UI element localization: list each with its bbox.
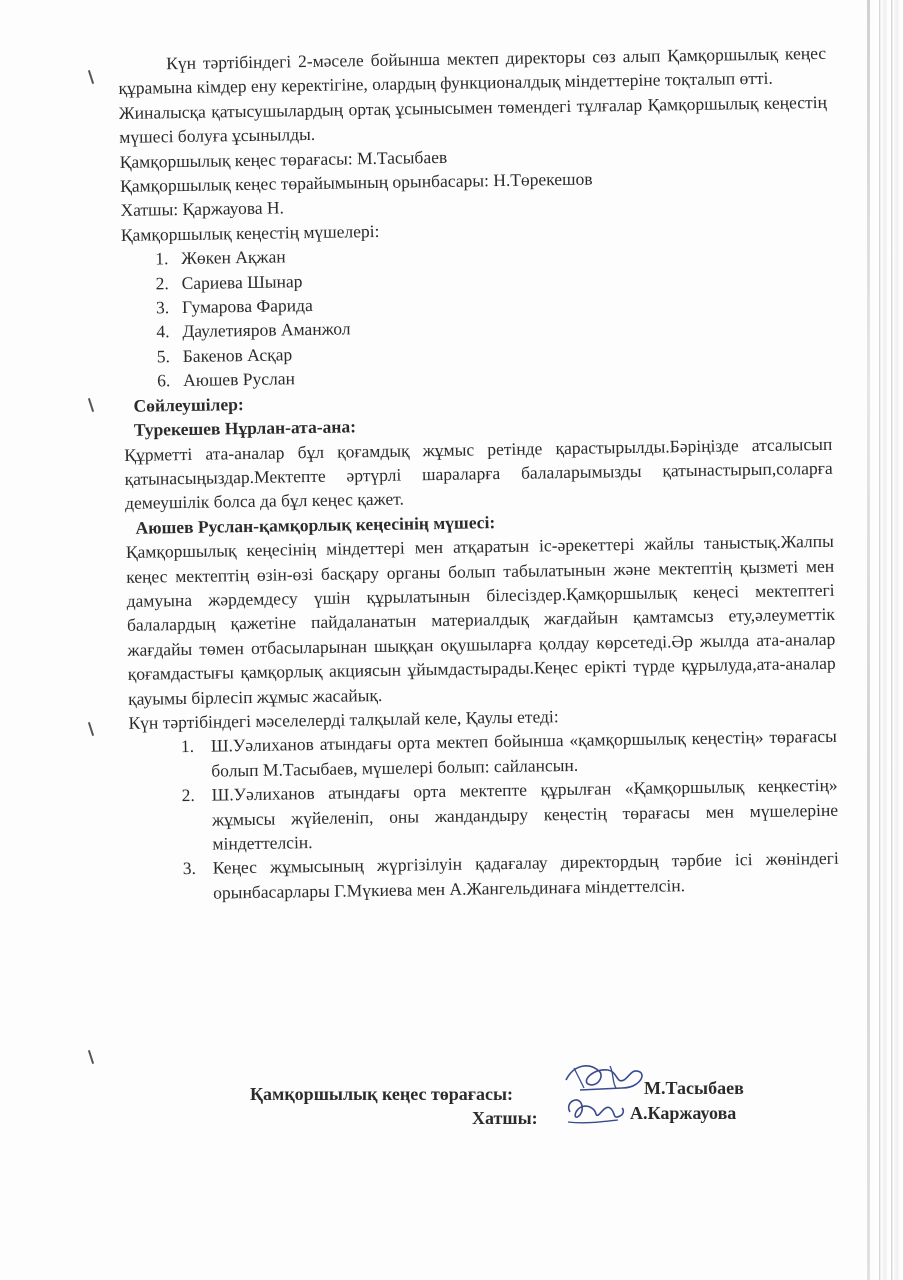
members-list	[121, 236, 831, 394]
paragraph-intro: Күн тәртібіндегі 2-мәселе бойынша мектеп директоры сөз алып Қамқоршылық кеңес құрамына кімдер ену керектігіне, олардың функционалдық міндеттеріне тоқталып өтті.	[118, 42, 827, 99]
speakers-heading: Сөйлеушілер:	[133, 393, 244, 416]
chair-line: Қамқоршылық кеңес төрағасы: М.Тасыбаев	[119, 146, 448, 172]
chair-signature-name: М.Тасыбаев	[644, 1078, 744, 1098]
scan-edge-line	[867, 0, 870, 1280]
secretary-signature-label: Хатшы:	[472, 1108, 538, 1128]
paragraph-nomination: Жиналысқа қатысушылардың ортақ ұсынысымен төмендегі тұлғалар Қамқоршылық кеңестің мүшесі болуға ұсынылды.	[118, 91, 828, 148]
resolution-intro: Күн тәртібіндегі мәселелерді талқылай келе, Қаулы етеді:	[128, 706, 559, 733]
list-item: 2. Сариева Шынар	[155, 270, 303, 294]
deputy-line: Қамқоршылық кеңес төрайымының орынбасары: Н.Төрекешов	[119, 168, 593, 197]
document-body	[118, 41, 839, 906]
speaker1-name: Турекешев Нұрлан-ата-ана:	[133, 416, 357, 440]
resolutions-list	[129, 724, 840, 906]
list-item: 5. Бакенов Асқар	[156, 344, 293, 367]
list-item: 1. Жөкен Ақжан	[155, 246, 286, 269]
list-item: 3. Кеңес жұмысының жүргізілуін қадағалау директордың тәрбие ісі жөніндегі орынбасарлары Г.Мүкиева мен А.Жангельдинаға міндеттелсін.	[182, 848, 839, 903]
chair-signature-label: Қамқоршылық кеңес төрағасы:	[250, 1084, 514, 1104]
list-item: 4. Даулетияров Аманжол	[156, 318, 351, 342]
margin-mark	[88, 70, 94, 84]
list-item: 2. Ш.Уәлиханов атындағы орта мектепте құрылған «Қамқоршылық кеңкестің» жұмысы жүйеленіп, оны жандандыру кеңестің төрағасы мен мүшелеріне міндеттелсін.	[181, 774, 839, 854]
margin-mark	[88, 398, 94, 412]
secretary-line: Хатшы: Қаржауова Н.	[120, 197, 285, 221]
scan-edge	[876, 0, 904, 1280]
members-heading: Қамқоршылық кеңестің мүшелері:	[120, 220, 380, 245]
secretary-signature-name: А.Каржауова	[630, 1103, 737, 1123]
list-item: 1. Ш.Уәлиханов атындағы орта мектеп бойынша «қамқоршылық кеңестің» төрағасы болып М.Тасыбаев, мүшелері болып: сайлансын.	[180, 726, 837, 781]
speaker2-text: Қамқоршылық кеңесінің міндеттері мен атқаратын іс-әрекеттері жайлы таныстық.Жалпы кеңес мектептің өзін-өзі басқару органы болып табылатынын және мектептің қызметі мен дамуына жәрдемдесу үшін құрылатынын білесіздер.Қамқоршылық кеңесі мектептегі балалардың қажетіне пайдаланатын материалдық жағдайын қамтамсыз ету,әлеуметтік жағдайы төмен отбасыларынан шыққан оқушыларға қолдау көрсетеді.Әр жылда ата-аналар қоғамдастығы қамқорлық акциясын ұйымдастырады.Кеңес ерікті түрде құрылуда,ата-аналар қауымы бірлесіп жұмыс жасайық.	[125, 530, 836, 709]
margin-mark	[88, 1050, 94, 1064]
speaker1-text: Құрметті ата-аналар бұл қоғамдық жұмыс ретінде қарастырылды.Бәріңізде атсалысып қатынасыңыздар.Мектепте әртүрлі шараларға балаларымызды қатынастырып,соларға демеушілік болса да бұл кеңес қажет.	[124, 433, 833, 514]
list-item: 3. Гумарова Фарида	[155, 295, 313, 318]
list-item: 6. Аюшев Руслан	[157, 368, 296, 391]
margin-mark	[88, 722, 94, 736]
secretary-handwritten-signature	[560, 1092, 630, 1130]
speaker2-name: Аюшев Руслан-қамқорлық кеңесінің мүшесі:	[135, 511, 496, 538]
